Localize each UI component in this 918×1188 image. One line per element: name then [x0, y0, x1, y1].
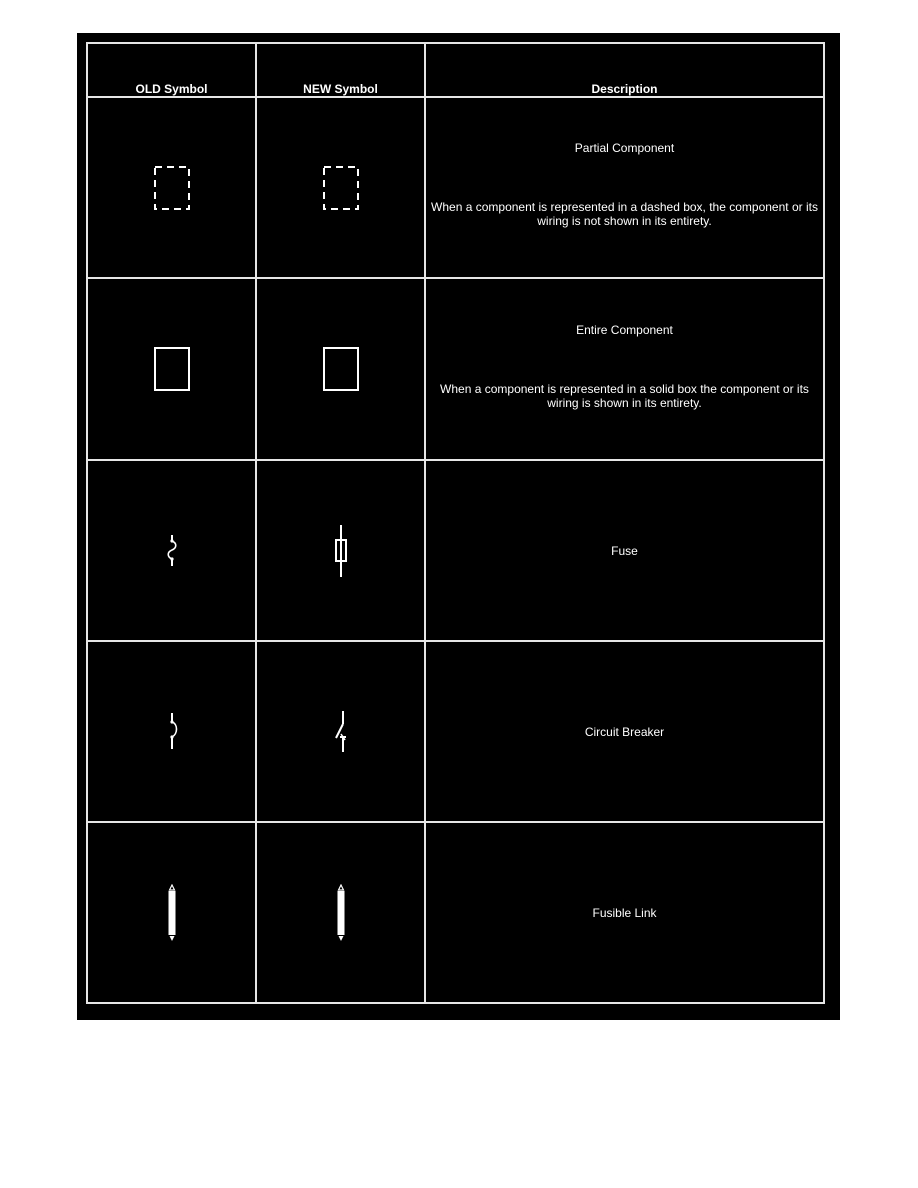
header-old-symbol: OLD Symbol — [87, 43, 256, 97]
old-symbol-cell — [87, 822, 256, 1003]
circuit-breaker-new-icon — [329, 710, 353, 754]
new-symbol-cell — [256, 641, 425, 822]
header-description: Description — [425, 43, 824, 97]
fusible-link-icon — [331, 884, 351, 942]
description-cell — [425, 97, 824, 278]
table-row-partial-component — [87, 97, 824, 278]
symbol-legend-table — [86, 42, 825, 1004]
new-symbol-cell — [256, 278, 425, 460]
old-symbol-cell — [87, 460, 256, 641]
description-title: Entire Component — [576, 323, 673, 337]
description-cell — [425, 278, 824, 460]
table-header-row — [87, 43, 824, 97]
fusible-link-icon — [162, 884, 182, 942]
header-new-symbol: NEW Symbol — [256, 43, 425, 97]
table-row-entire-component — [87, 278, 824, 460]
new-symbol-cell — [256, 460, 425, 641]
old-symbol-cell — [87, 278, 256, 460]
description-title: Fusible Link — [592, 905, 657, 920]
description-title: Fuse — [611, 543, 638, 558]
solid-box-icon — [321, 345, 361, 393]
description-cell — [425, 641, 824, 822]
table-row-fusible-link — [87, 822, 824, 1003]
fuse-new-icon — [331, 524, 351, 578]
solid-box-icon — [152, 345, 192, 393]
table-row-fuse — [87, 460, 824, 641]
description-cell — [425, 460, 824, 641]
new-symbol-cell — [256, 822, 425, 1003]
description-title: Partial Component — [574, 141, 675, 155]
dashed-box-icon — [152, 164, 192, 212]
new-symbol-cell — [256, 97, 425, 278]
description-body: When a component is represented in a dashed box, the component or its wiring is not shown in its entirety. — [431, 200, 818, 228]
circuit-breaker-old-icon — [162, 712, 182, 752]
description-title: Circuit Breaker — [584, 724, 665, 739]
table-row-circuit-breaker — [87, 641, 824, 822]
fuse-old-icon — [162, 533, 182, 569]
old-symbol-cell — [87, 97, 256, 278]
description-body: When a component is represented in a solid box the component or its wiring is shown in its entirety. — [440, 382, 809, 410]
description-cell — [425, 822, 824, 1003]
old-symbol-cell — [87, 641, 256, 822]
symbol-legend-sheet — [77, 33, 840, 1020]
dashed-box-icon — [321, 164, 361, 212]
